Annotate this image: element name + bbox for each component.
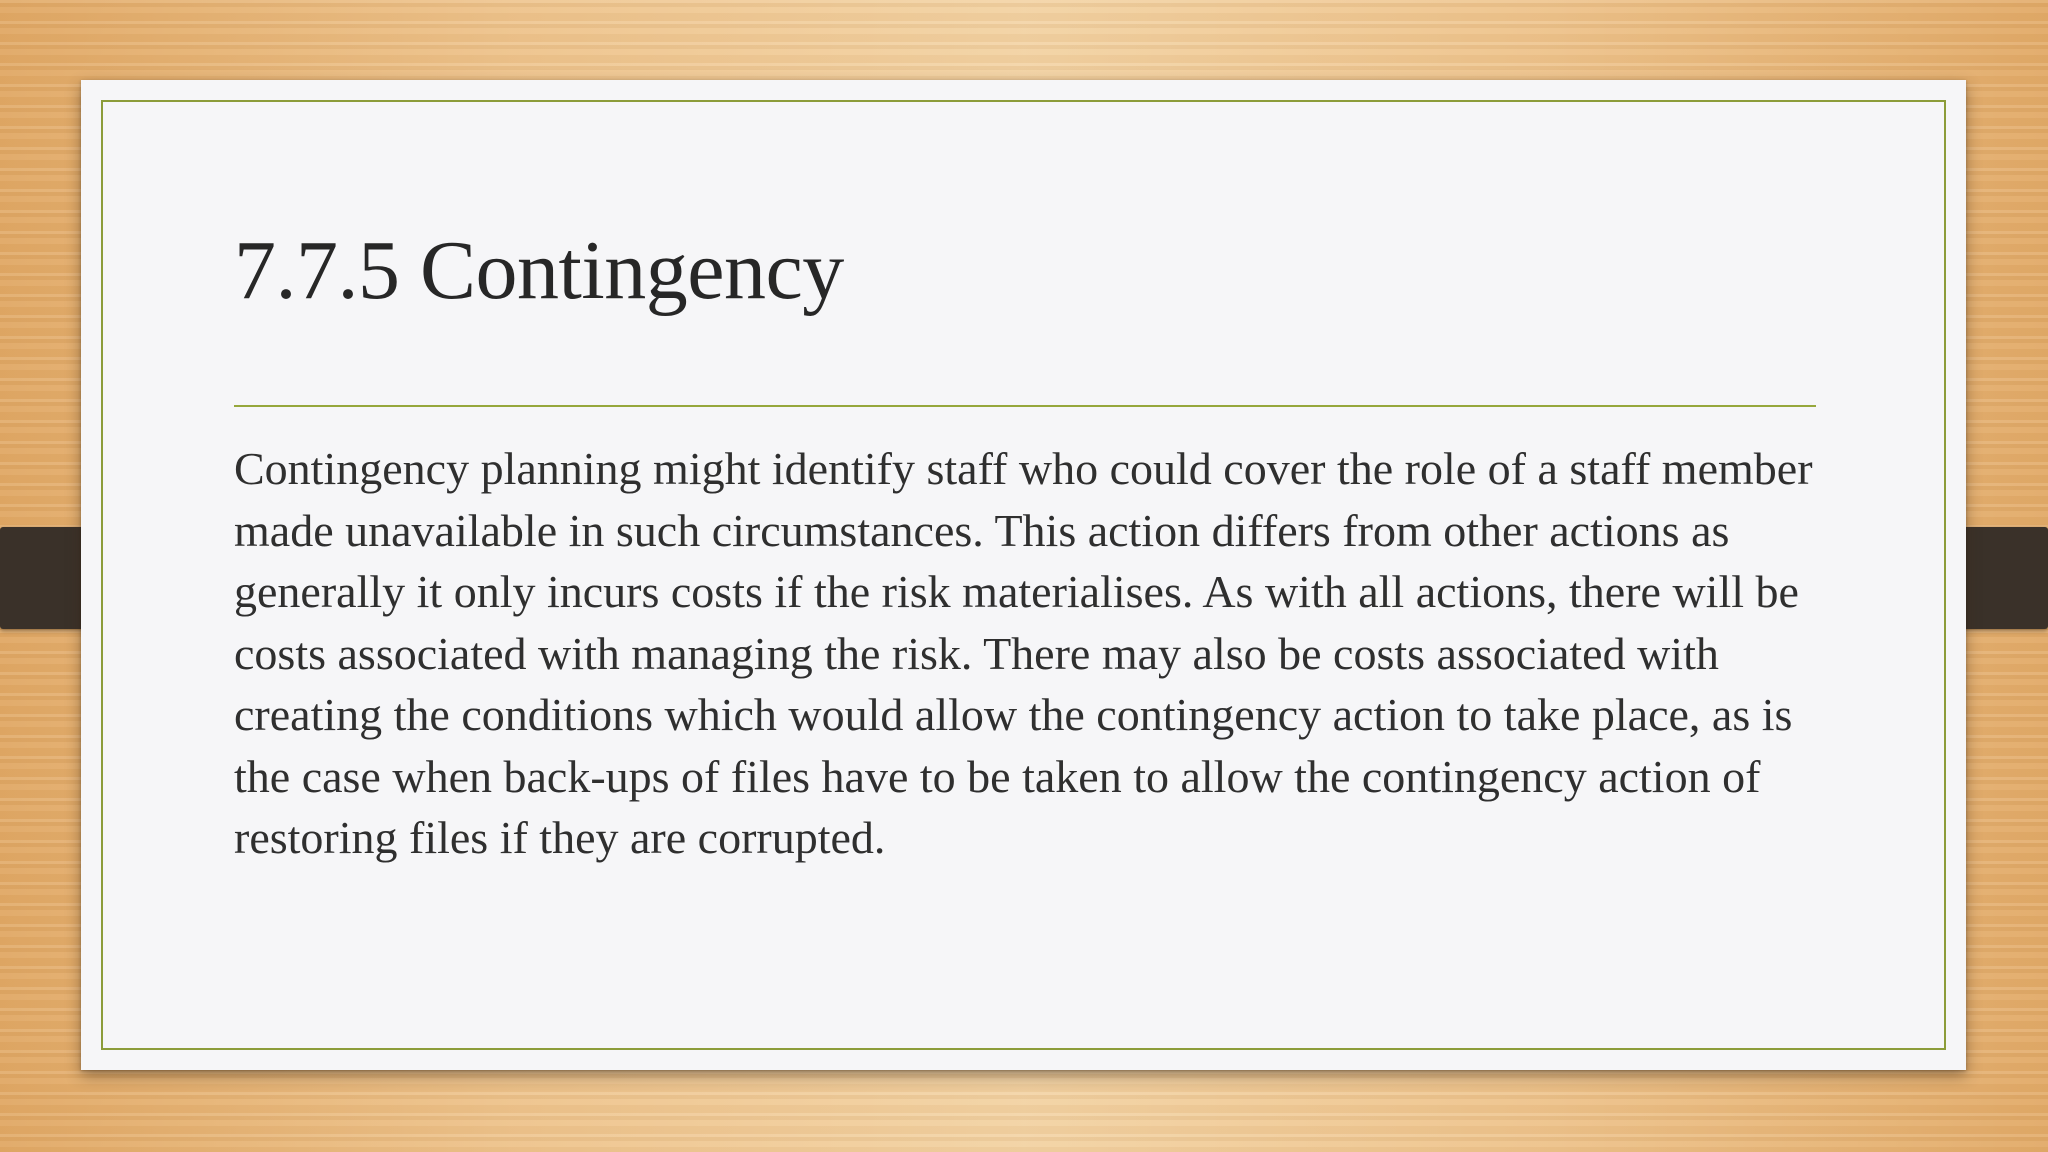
- title-divider: [234, 405, 1816, 407]
- slide-body-text: Contingency planning might identify staff who could cover the role of a staff member made unavailable in such circumstances. This action differs from other actions as generally it only incurs costs if the risk materialises. As with all actions, there will be costs associated with managing the risk. There may also be costs associated with creating the conditions which would allow the contingency action to take place, as is the case when back-ups of files have to be taken to allow the contingency action of restoring files if they are corrupted.: [234, 443, 1813, 863]
- slide-card: [81, 80, 1966, 1070]
- slide-title: 7.7.5 Contingency: [234, 224, 844, 317]
